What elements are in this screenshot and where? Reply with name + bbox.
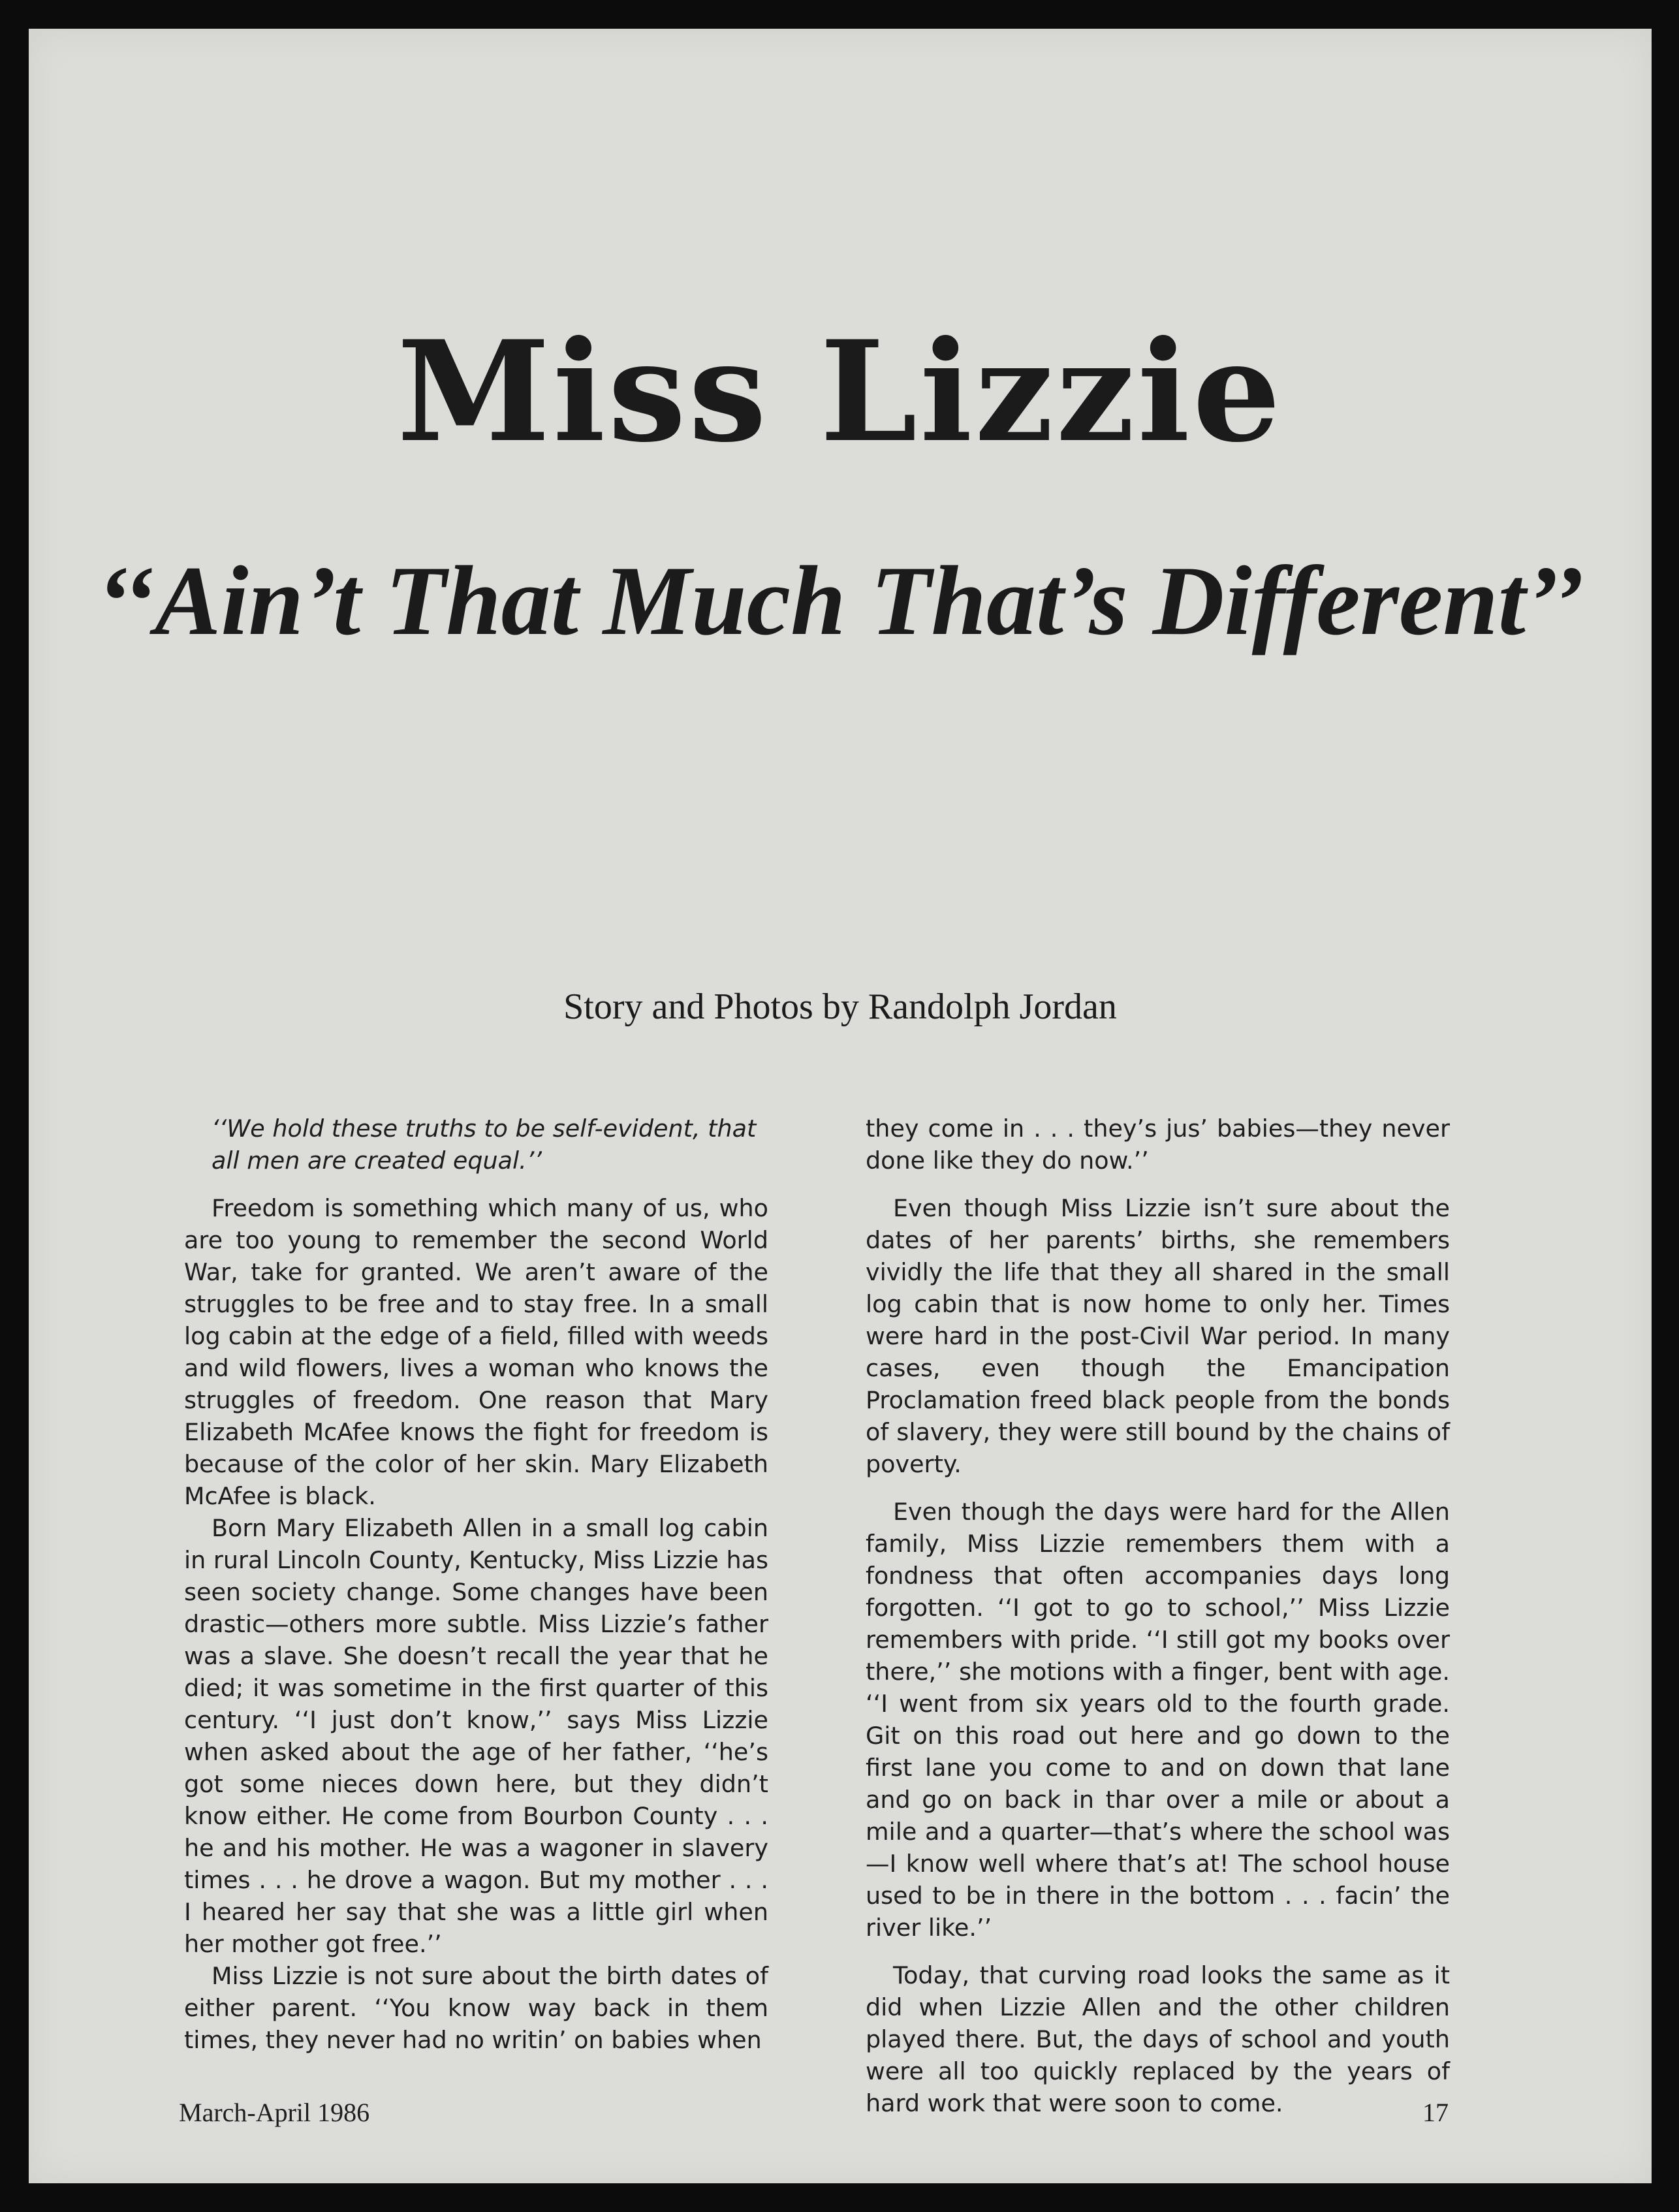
article-subtitle: ‘‘Ain’t That Much That’s Different’’ xyxy=(96,546,1584,656)
epigraph-quote: ‘‘We hold these truths to be self-evident, that all men are created equal.’’ xyxy=(212,1114,757,1175)
body-paragraph: Even though the days were hard for the Allen family, Miss Lizzie remembers them with a fondness that often accompanies days long forgotten. ‘‘I got to go to school,’’ Miss Lizzie remembers with pride. ‘‘I still got my books over there,’’ she motions with a finger, bent with age. ‘‘I went from six years old to the fourth grade. Git on this road out here and go down to the first lane you come to and on down that lane and go on back in thar over a mile or about a mile and a quarter—that’s where the school was—I know well where that’s at! The school house used to be in there in the bottom . . . facin’ the river like.’’ xyxy=(866,1498,1450,1942)
article-byline: Story and Photos by Randolph Jordan xyxy=(563,987,1117,1027)
body-paragraph: they come in . . . they’s jus’ babies—they never done like they do now.’’ xyxy=(866,1114,1450,1175)
magazine-page xyxy=(29,29,1652,2183)
body-paragraph: Born Mary Elizabeth Allen in a small log cabin in rural Lincoln County, Kentucky, Miss Lizzie has seen society change. Some changes have been drastic—others more subtle. Miss Lizzie’s father was a slave. She doesn’t recall the year that he died; it was sometime in the first quarter of this century. ‘‘I just don’t know,’’ says Miss Lizzie when asked about the age of her father, ‘‘he’s got some nieces down here, but they didn’t know either. He come from Bourbon County . . . he and his mother. He was a wagoner in slavery times . . . he drove a wagon. But my mother . . . I heared her say that she was a little girl when her mother got free.’’ xyxy=(184,1514,768,1958)
page-number: 17 xyxy=(1422,2098,1449,2127)
body-paragraph: Freedom is something which many of us, who are too young to remember the second World War, take for granted. We aren’t aware of the struggles to be free and to stay free. In a small log cabin at the edge of a field, filled with weeds and wild flowers, lives a woman who knows the struggles of freedom. One reason that Mary Elizabeth McAfee knows the fight for freedom is because of the color of her skin. Mary Elizabeth McAfee is black. xyxy=(184,1194,768,1510)
body-paragraph: Miss Lizzie is not sure about the birth dates of either parent. ‘‘You know way back in them times, they never had no writin’ on babies when xyxy=(184,1962,768,2054)
right-column xyxy=(866,1113,1450,2135)
issue-date: March-April 1986 xyxy=(179,2098,370,2127)
body-paragraph: Today, that curving road looks the same as it did when Lizzie Allen and the other children played there. But, the days of school and youth were all too quickly replaced by the years of hard work that were soon to come. xyxy=(866,1961,1450,2117)
body-paragraph: Even though Miss Lizzie isn’t sure about the dates of her parents’ births, she remembers vividly the life that they all shared in the small log cabin that is now home to only her. Times were hard in the post-Civil War period. In many cases, even though the Emancipation Proclamation freed black people from the bonds of slavery, they were still bound by the chains of poverty. xyxy=(866,1194,1450,1478)
left-column xyxy=(184,1113,768,2056)
article-title: Miss Lizzie xyxy=(397,310,1283,473)
